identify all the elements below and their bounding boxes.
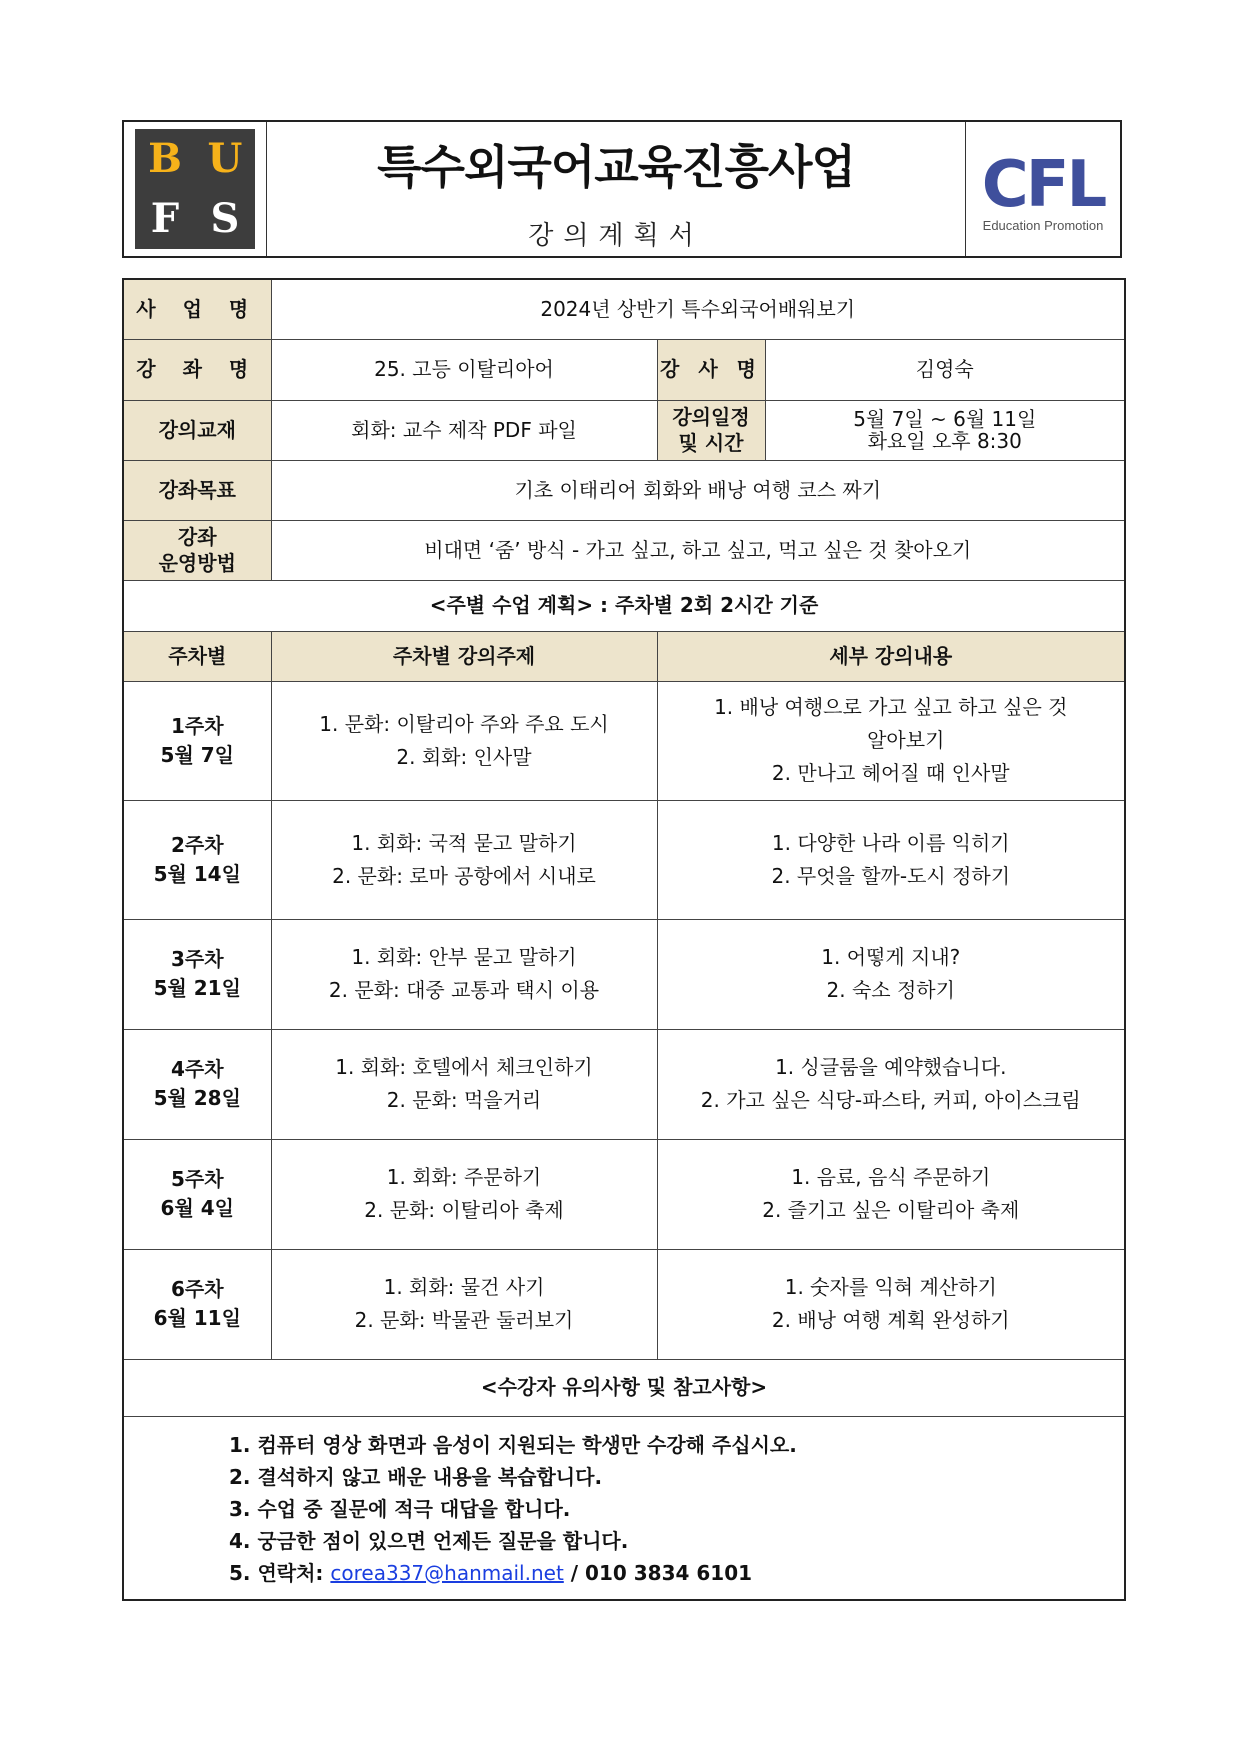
instructor-label: 강 사 명 xyxy=(657,339,765,400)
detail-item: 2. 무엇을 할까-도시 정하기 xyxy=(771,863,1011,888)
detail-item-continued: 알아보기 xyxy=(867,728,945,752)
week-date: 5월 28일 xyxy=(153,1086,241,1110)
week-row xyxy=(123,800,1125,919)
table-row xyxy=(123,631,1125,681)
bufs-logo-cell xyxy=(124,122,267,256)
weekly-plan-heading: <주별 수업 계획> : 주차별 2회 2시간 기준 xyxy=(123,580,1125,631)
topic-item: 1. 회화: 국적 묻고 말하기 xyxy=(351,830,577,855)
course-name-value: 25. 고등 이탈리아어 xyxy=(271,339,657,400)
topic-item: 2. 문화: 대중 교통과 택시 이용 xyxy=(328,978,600,1002)
schedule-date-range: 5월 7일 ~ 6월 11일 xyxy=(853,407,1037,431)
detail-item: 1. 배낭 여행으로 가고 싶고 하고 싶은 것 xyxy=(714,695,1068,719)
week-cell xyxy=(123,681,271,800)
course-plan-table xyxy=(122,278,1126,1601)
method-label-line: 강좌 xyxy=(177,525,217,549)
project-name-value: 2024년 상반기 특수외국어배워보기 xyxy=(271,279,1125,339)
col-week-header: 주차별 xyxy=(123,631,271,681)
detail-item: 2. 배낭 여행 계획 완성하기 xyxy=(771,1308,1010,1332)
goal-value: 기초 이태리어 회화와 배낭 여행 코스 짜기 xyxy=(271,460,1125,520)
week-cell xyxy=(123,1139,271,1249)
detail-item: 2. 가고 싶은 식당-파스타, 커피, 아이스크림 xyxy=(700,1088,1081,1112)
week-topic xyxy=(271,800,657,919)
note-item: 2. 결석하지 않고 배운 내용을 복습합니다. xyxy=(229,1464,603,1489)
week-date: 6월 11일 xyxy=(153,1306,241,1330)
notes-list xyxy=(123,1416,1125,1600)
table-row xyxy=(123,520,1125,580)
week-detail xyxy=(657,800,1125,919)
week-cell xyxy=(123,919,271,1029)
table-row xyxy=(123,400,1125,460)
bufs-logo-letter-f: F xyxy=(150,195,180,242)
schedule-time: 화요일 오후 8:30 xyxy=(867,429,1022,453)
page-subtitle: 강의계획서 xyxy=(528,220,704,251)
note-item: 3. 수업 중 질문에 적극 대답을 합니다. xyxy=(229,1496,571,1521)
contact-email-link[interactable]: corea337@hanmail.net xyxy=(330,1560,564,1585)
document-header xyxy=(122,120,1122,258)
week-number: 2주차 xyxy=(170,832,224,857)
schedule-label-line: 및 시간 xyxy=(678,431,744,455)
schedule-label xyxy=(657,400,765,460)
schedule-label-line: 강의일정 xyxy=(672,405,750,429)
topic-item: 1. 회화: 물건 사기 xyxy=(383,1275,545,1299)
week-number: 5주차 xyxy=(170,1167,224,1191)
note-contact xyxy=(229,1557,1124,1589)
cfl-logo-text: CFL xyxy=(981,148,1105,222)
week-topic xyxy=(271,681,657,800)
week-detail xyxy=(657,681,1125,800)
col-detail-header: 세부 강의내용 xyxy=(657,631,1125,681)
week-date: 6월 4일 xyxy=(160,1196,234,1220)
week-topic xyxy=(271,1249,657,1359)
detail-item: 1. 숫자를 익혀 계산하기 xyxy=(784,1275,997,1299)
table-row xyxy=(123,279,1125,339)
week-date: 5월 14일 xyxy=(153,861,241,886)
topic-item: 2. 문화: 박물관 둘러보기 xyxy=(354,1308,574,1332)
bufs-logo-letter-u: U xyxy=(207,135,243,182)
bufs-logo-letter-s: S xyxy=(210,195,240,242)
week-row xyxy=(123,1249,1125,1359)
table-row xyxy=(123,1416,1125,1600)
course-name-label: 강 좌 명 xyxy=(123,339,271,400)
cfl-logo-cell xyxy=(965,122,1120,256)
method-label xyxy=(123,520,271,580)
note-item: 1. 컴퓨터 영상 화면과 음성이 지원되는 학생만 수강해 주십시오. xyxy=(229,1432,797,1457)
cfl-logo-subtext: Education Promotion xyxy=(982,218,1104,233)
week-number: 4주차 xyxy=(170,1057,224,1081)
detail-item: 1. 다양한 나라 이름 익히기 xyxy=(771,830,1010,855)
week-detail xyxy=(657,919,1125,1029)
table-row xyxy=(123,1359,1125,1416)
topic-item: 2. 회화: 인사말 xyxy=(396,744,532,769)
notes-heading: <수강자 유의사항 및 참고사항> xyxy=(123,1359,1125,1416)
week-number: 1주차 xyxy=(170,713,224,738)
week-topic xyxy=(271,1029,657,1139)
topic-item: 1. 회화: 안부 묻고 말하기 xyxy=(351,945,577,969)
table-row xyxy=(123,580,1125,631)
textbook-label: 강의교재 xyxy=(123,400,271,460)
week-cell xyxy=(123,1029,271,1139)
project-name-label: 사 업 명 xyxy=(123,279,271,339)
week-row xyxy=(123,1029,1125,1139)
week-date: 5월 21일 xyxy=(153,976,241,1000)
week-number: 6주차 xyxy=(170,1277,224,1301)
week-detail xyxy=(657,1029,1125,1139)
instructor-value: 김영숙 xyxy=(765,339,1125,400)
table-row xyxy=(123,339,1125,400)
week-row xyxy=(123,681,1125,800)
week-row xyxy=(123,919,1125,1029)
topic-item: 2. 문화: 로마 공항에서 시내로 xyxy=(332,863,596,888)
cfl-logo xyxy=(973,134,1113,244)
week-date: 5월 7일 xyxy=(160,742,234,767)
detail-item: 1. 싱글룸을 예약했습니다. xyxy=(775,1055,1007,1079)
detail-item: 2. 숙소 정하기 xyxy=(826,978,955,1002)
week-detail xyxy=(657,1139,1125,1249)
textbook-value: 회화: 교수 제작 PDF 파일 xyxy=(271,400,657,460)
topic-item: 1. 회화: 주문하기 xyxy=(386,1165,542,1189)
bufs-logo xyxy=(135,129,255,249)
topic-item: 2. 문화: 먹을거리 xyxy=(386,1088,542,1112)
page-title: 특수외국어교육진흥사업 xyxy=(377,139,855,194)
note-item: 4. 궁금한 점이 있으면 언제든 질문을 합니다. xyxy=(229,1528,629,1553)
bufs-logo-letter-b: B xyxy=(148,135,182,182)
week-cell xyxy=(123,800,271,919)
topic-item: 1. 문화: 이탈리아 주와 주요 도시 xyxy=(319,711,609,736)
method-value: 비대면 ‘줌’ 방식 - 가고 싶고, 하고 싶고, 먹고 싶은 것 찾아오기 xyxy=(271,520,1125,580)
week-detail xyxy=(657,1249,1125,1359)
week-topic xyxy=(271,1139,657,1249)
week-cell xyxy=(123,1249,271,1359)
goal-label: 강좌목표 xyxy=(123,460,271,520)
method-label-line: 운영방법 xyxy=(158,551,236,575)
detail-item: 2. 만나고 헤어질 때 인사말 xyxy=(771,761,1010,785)
topic-item: 2. 문화: 이탈리아 축제 xyxy=(364,1198,564,1222)
col-topic-header: 주차별 강의주제 xyxy=(271,631,657,681)
topic-item: 1. 회화: 호텔에서 체크인하기 xyxy=(335,1055,593,1079)
week-number: 3주차 xyxy=(170,947,224,971)
contact-phone: / 010 3834 6101 xyxy=(563,1560,753,1585)
week-row xyxy=(123,1139,1125,1249)
title-cell xyxy=(267,122,965,256)
table-row xyxy=(123,460,1125,520)
detail-item: 2. 즐기고 싶은 이탈리아 축제 xyxy=(762,1198,1020,1222)
contact-prefix: 5. 연락처: xyxy=(229,1560,331,1585)
week-topic xyxy=(271,919,657,1029)
detail-item: 1. 음료, 음식 주문하기 xyxy=(791,1165,991,1189)
detail-item: 1. 어떻게 지내? xyxy=(821,945,961,969)
schedule-value xyxy=(765,400,1125,460)
